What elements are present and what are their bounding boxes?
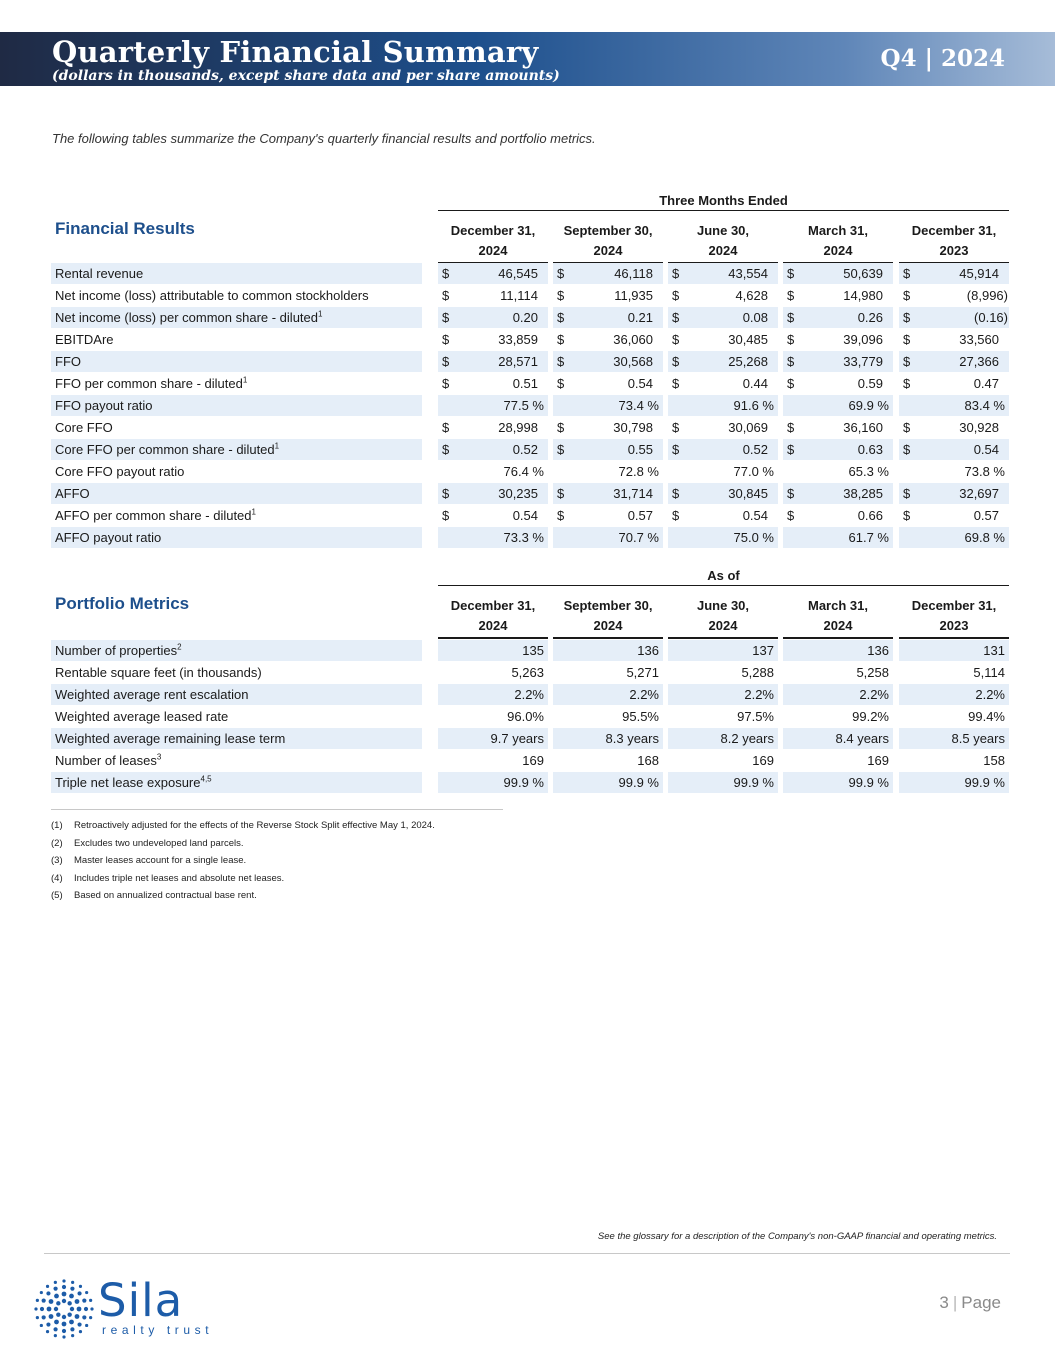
footnote-text: Retroactively adjusted for the effects of the Reverse Stock Split effective May 1, 2024. (74, 820, 435, 831)
row-label-text: AFFO per common share - diluted (55, 508, 252, 523)
table-cell: 99.9 % (503, 775, 544, 790)
group-label: As of (438, 568, 1009, 586)
quarter-value: Q4 (880, 45, 917, 72)
column-header-year: 2024 (823, 243, 853, 258)
table-row (51, 662, 1009, 684)
table-row (51, 351, 1009, 373)
table-row (51, 461, 1009, 483)
column-header-date: September 30, (563, 223, 653, 238)
column-header-date: June 30, (696, 598, 750, 613)
table-row (51, 373, 1009, 395)
table-cell: 97.5% (737, 709, 774, 724)
currency-symbol: $ (557, 420, 565, 435)
table-row (51, 505, 1009, 527)
footnote-text: Includes triple net leases and absolute net leases. (74, 872, 285, 884)
row-label (55, 731, 285, 746)
table-cell: 73.8 % (964, 464, 1005, 479)
table-cell: 33,560 (959, 332, 999, 347)
table-cell: 65.3 % (848, 464, 889, 479)
table-row (51, 684, 1009, 706)
table-cell: 0.20 (512, 310, 538, 325)
column-header-date: December 31, (911, 598, 997, 613)
table-cell: 99.4% (968, 709, 1005, 724)
row-label-text: Weighted average leased rate (55, 709, 229, 724)
table-cell: 77.5 % (503, 398, 544, 413)
currency-symbol: $ (903, 332, 911, 347)
table-cell: 43,554 (728, 266, 768, 281)
row-label (55, 376, 247, 391)
currency-symbol: $ (672, 376, 680, 391)
currency-symbol: $ (903, 354, 911, 369)
footnote-divider (51, 809, 503, 810)
row-label-text: Number of properties (55, 643, 178, 658)
table-cell: 0.54 (973, 442, 999, 457)
table-cell: 137 (752, 643, 774, 658)
currency-symbol: $ (903, 376, 911, 391)
table-cell: 33,859 (498, 332, 538, 347)
table-cell: 0.57 (973, 508, 999, 523)
company-logo (32, 1274, 222, 1341)
table-cell: 131 (983, 643, 1005, 658)
currency-symbol: $ (672, 420, 680, 435)
table-row (51, 483, 1009, 505)
row-label (55, 310, 322, 325)
table-cell: 0.51 (512, 376, 538, 391)
column-header (783, 221, 893, 264)
table-cell: 30,069 (728, 420, 768, 435)
row-label-text: FFO per common share - diluted (55, 376, 243, 391)
table-cell: 2.2% (975, 687, 1005, 702)
row-label (55, 687, 248, 702)
table-cell: 5,114 (973, 665, 1005, 680)
currency-symbol: $ (442, 508, 450, 523)
currency-symbol: $ (903, 508, 911, 523)
column-header-year: 2023 (939, 243, 969, 258)
table-cell: 0.63 (857, 442, 883, 457)
table-cell: 30,235 (498, 486, 538, 501)
currency-symbol: $ (442, 486, 450, 501)
table-row (51, 329, 1009, 351)
table-cell: 30,485 (728, 332, 768, 347)
footnote-marker: 1 (242, 375, 248, 385)
column-header-year: 2024 (478, 618, 508, 633)
table-cell: 0.54 (742, 508, 768, 523)
table-cell: 0.26 (857, 310, 883, 325)
row-label-text: Core FFO payout ratio (55, 464, 185, 479)
currency-symbol: $ (672, 266, 680, 281)
currency-symbol: $ (787, 310, 795, 325)
table-cell: 169 (867, 753, 889, 768)
column-header-date: December 31, (450, 598, 536, 613)
currency-symbol: $ (672, 332, 680, 347)
currency-symbol: $ (557, 376, 565, 391)
table-cell: 5,288 (741, 665, 774, 680)
section-title: Portfolio Metrics (55, 594, 190, 613)
row-label (55, 442, 279, 457)
table-cell: 8.4 years (835, 731, 889, 746)
currency-symbol: $ (557, 354, 565, 369)
row-label (55, 332, 114, 347)
table-cell: 30,928 (959, 420, 999, 435)
table-cell: 158 (983, 753, 1005, 768)
section-title: Financial Results (55, 219, 195, 238)
table-cell: 27,366 (959, 354, 999, 369)
table-cell: (0.16) (974, 310, 1008, 325)
table-cell: 0.44 (742, 376, 768, 391)
table-cell: 0.21 (627, 310, 653, 325)
footnote-number: (2) (51, 837, 63, 849)
table-cell: 91.6 % (733, 398, 774, 413)
currency-symbol: $ (787, 376, 795, 391)
page-label: Page (961, 1293, 1001, 1312)
currency-symbol: $ (787, 442, 795, 457)
column-header-year: 2024 (708, 618, 738, 633)
currency-symbol: $ (557, 508, 565, 523)
quarter-label: Q4 | 2024 (880, 45, 1005, 72)
row-label-text: FFO payout ratio (55, 398, 153, 413)
currency-symbol: $ (672, 442, 680, 457)
row-label (55, 665, 262, 680)
table-cell: 136 (867, 643, 889, 658)
group-label: Three Months Ended (438, 193, 1009, 211)
table-cell: 136 (637, 643, 659, 658)
row-label-text: AFFO (55, 486, 90, 501)
footnote-number: (1) (51, 820, 63, 831)
currency-symbol: $ (557, 266, 565, 281)
table-cell: 31,714 (613, 486, 653, 501)
table-row (51, 263, 1009, 285)
row-label (55, 643, 182, 658)
table-cell: 39,096 (843, 332, 883, 347)
table-cell: 95.5% (622, 709, 659, 724)
footer-divider (44, 1253, 1010, 1254)
row-label (55, 709, 228, 724)
table-cell: 36,160 (843, 420, 883, 435)
table-cell: 0.54 (512, 508, 538, 523)
table-cell: 46,118 (614, 266, 653, 281)
row-label (55, 266, 143, 281)
row-label-text: Core FFO (55, 420, 113, 435)
currency-symbol: $ (672, 486, 680, 501)
table-cell: 135 (522, 643, 544, 658)
table-cell: 11,114 (500, 288, 538, 303)
table-row (51, 750, 1009, 772)
currency-symbol: $ (442, 442, 450, 457)
table-cell: 0.59 (857, 376, 883, 391)
currency-symbol: $ (787, 332, 795, 347)
currency-symbol: $ (672, 288, 680, 303)
currency-symbol: $ (442, 420, 450, 435)
row-label (55, 398, 153, 413)
currency-symbol: $ (442, 310, 450, 325)
table-cell: 30,568 (613, 354, 653, 369)
table-row (51, 307, 1009, 329)
column-header-date: December 31, (450, 223, 536, 238)
row-label-text: AFFO payout ratio (55, 530, 162, 545)
column-header (553, 596, 663, 639)
table-row (51, 640, 1009, 662)
table-cell: 38,285 (843, 486, 883, 501)
table-cell: 33,779 (843, 354, 883, 369)
table-cell: 2.2% (629, 687, 659, 702)
logo-burst-icon (32, 1277, 96, 1341)
table-cell: 36,060 (613, 332, 653, 347)
table-cell: 69.9 % (848, 398, 889, 413)
table-cell: 28,998 (498, 420, 538, 435)
row-label-text: Net income (loss) attributable to common stockholders (55, 288, 369, 303)
page-number: 3 | Page (939, 1293, 1001, 1312)
column-header (553, 221, 663, 264)
table-cell: 76.4 % (503, 464, 544, 479)
currency-symbol: $ (903, 266, 911, 281)
row-label (55, 486, 90, 501)
page-subtitle: (dollars in thousands, except share data and per share amounts) (52, 68, 560, 84)
column-header (438, 221, 548, 264)
column-header-year: 2024 (593, 243, 623, 258)
currency-symbol: $ (442, 288, 450, 303)
row-label-text: Rental revenue (55, 266, 144, 281)
column-header (783, 596, 893, 639)
column-header-date: December 31, (911, 223, 997, 238)
table-row (51, 728, 1009, 750)
table-cell: 73.3 % (503, 530, 544, 545)
currency-symbol: $ (672, 508, 680, 523)
table-cell: 0.66 (857, 508, 883, 523)
row-label-text: Number of leases (55, 753, 157, 768)
table-cell: 0.47 (973, 376, 999, 391)
footnote-marker: 2 (177, 642, 182, 652)
table-cell: 0.08 (742, 310, 768, 325)
footnote-text: Master leases account for a single lease. (74, 855, 247, 866)
footnote-number: (4) (51, 872, 63, 884)
table-row (51, 439, 1009, 461)
table-cell: 46,545 (498, 266, 538, 281)
currency-symbol: $ (787, 354, 795, 369)
table-cell: 99.9 % (618, 775, 659, 790)
currency-symbol: $ (787, 420, 795, 435)
table-cell: 30,798 (613, 420, 653, 435)
column-header-date: March 31, (808, 223, 868, 238)
currency-symbol: $ (442, 376, 450, 391)
currency-symbol: $ (442, 332, 450, 347)
table-cell: 0.55 (627, 442, 653, 457)
footnote-marker: 3 (156, 752, 162, 762)
row-label (55, 288, 369, 303)
currency-symbol: $ (903, 310, 911, 325)
currency-symbol: $ (557, 486, 565, 501)
table-cell: 61.7 % (848, 530, 889, 545)
intro-text: The following tables summarize the Company's quarterly financial results and portfolio metrics. (52, 131, 596, 146)
row-label (55, 508, 256, 523)
table-cell: 14,980 (843, 288, 883, 303)
currency-symbol: $ (442, 266, 450, 281)
table-row (51, 417, 1009, 439)
footnote-text: Excludes two undeveloped land parcels. (74, 837, 244, 849)
currency-symbol: $ (903, 442, 911, 457)
row-label-text: Weighted average rent escalation (55, 687, 249, 702)
table-cell: 99.2% (852, 709, 889, 724)
currency-symbol: $ (787, 288, 795, 303)
currency-symbol: $ (672, 310, 680, 325)
table-cell: 72.8 % (618, 464, 659, 479)
row-label (55, 464, 184, 479)
table-cell: 45,914 (959, 266, 999, 281)
table-cell: 2.2% (514, 687, 544, 702)
table-row (51, 772, 1009, 794)
currency-symbol: $ (557, 310, 565, 325)
table-cell: 75.0 % (733, 530, 774, 545)
table-row (51, 285, 1009, 307)
currency-symbol: $ (903, 288, 911, 303)
footnote-text: Based on annualized contractual base rent. (74, 890, 257, 901)
table-cell: 99.9 % (848, 775, 889, 790)
table-cell: 28,571 (498, 354, 538, 369)
table-cell: 77.0 % (733, 464, 774, 479)
footnote-number: (5) (51, 890, 63, 901)
table-cell: 30,845 (728, 486, 768, 501)
table-cell: 0.54 (627, 376, 653, 391)
row-label (55, 530, 161, 545)
row-label-text: EBITDAre (55, 332, 114, 347)
table-cell: 99.9 % (733, 775, 774, 790)
row-label-text: Net income (loss) per common share - diluted (55, 310, 318, 325)
footnote-marker: 1 (274, 441, 280, 451)
table-cell: 99.9 % (964, 775, 1005, 790)
table-cell: 96.0% (507, 709, 544, 724)
table-cell: 73.4 % (618, 398, 659, 413)
table-cell: 2.2% (744, 687, 774, 702)
table-cell: 5,263 (511, 665, 544, 680)
table-cell: (8,996) (966, 288, 1008, 303)
row-label-text: Rentable square feet (in thousands) (55, 665, 262, 680)
footnote-marker: 1 (251, 507, 256, 517)
column-header (899, 596, 1009, 639)
glossary-note: See the glossary for a description of the Company's non-GAAP financial and operating metrics. (597, 1231, 997, 1242)
currency-symbol: $ (787, 508, 795, 523)
currency-symbol: $ (442, 354, 450, 369)
column-header-date: September 30, (563, 598, 653, 613)
table-cell: 5,258 (856, 665, 889, 680)
currency-symbol: $ (557, 442, 565, 457)
row-label (55, 354, 81, 369)
table-cell: 8.5 years (951, 731, 1005, 746)
table-cell: 0.52 (512, 442, 538, 457)
table-cell: 32,697 (959, 486, 999, 501)
table-cell: 8.3 years (605, 731, 659, 746)
column-header (668, 596, 778, 639)
table-cell: 50,639 (843, 266, 883, 281)
table-cell: 25,268 (728, 354, 768, 369)
logo-tagline: realty trust (102, 1323, 214, 1337)
column-header-year: 2024 (478, 243, 508, 258)
table-cell: 0.57 (627, 508, 653, 523)
row-label-text: Triple net lease exposure (55, 775, 201, 790)
currency-symbol: $ (787, 486, 795, 501)
currency-symbol: $ (557, 332, 565, 347)
column-header-year: 2023 (939, 618, 969, 633)
table-cell: 11,935 (614, 288, 653, 303)
currency-symbol: $ (903, 486, 911, 501)
table-cell: 169 (522, 753, 544, 768)
footnote-marker: 1 (318, 309, 323, 319)
table-cell: 83.4 % (964, 398, 1005, 413)
page-title: Quarterly Financial Summary (52, 35, 539, 69)
table-row (51, 706, 1009, 728)
table-cell: 9.7 years (490, 731, 544, 746)
table-cell: 0.52 (742, 442, 768, 457)
column-header (438, 596, 548, 639)
row-label (55, 420, 113, 435)
table-cell: 70.7 % (618, 530, 659, 545)
row-label (55, 753, 161, 768)
table-cell: 69.8 % (964, 530, 1005, 545)
table-cell: 5,271 (626, 665, 659, 680)
footnote-number: (3) (51, 855, 63, 866)
table-row (51, 395, 1009, 417)
table-cell: 2.2% (859, 687, 889, 702)
column-header-date: March 31, (808, 598, 868, 613)
column-header-date: June 30, (696, 223, 750, 238)
row-label (55, 775, 212, 790)
table-row (51, 527, 1009, 549)
column-header (899, 221, 1009, 264)
table-cell: 4,628 (735, 288, 768, 303)
table-cell: 169 (752, 753, 774, 768)
row-label-text: FFO (55, 354, 81, 369)
column-header-year: 2024 (823, 618, 853, 633)
row-label-text: Core FFO per common share - diluted (55, 442, 275, 457)
currency-symbol: $ (787, 266, 795, 281)
table-cell: 168 (637, 753, 659, 768)
column-header-year: 2024 (593, 618, 623, 633)
page-number-value: 3 (939, 1293, 949, 1312)
table-cell: 8.2 years (720, 731, 774, 746)
currency-symbol: $ (672, 354, 680, 369)
currency-symbol: $ (557, 288, 565, 303)
currency-symbol: $ (903, 420, 911, 435)
logo-name: Sila (98, 1274, 184, 1327)
column-header (668, 221, 778, 264)
footnote-marker: 4,5 (200, 774, 212, 784)
column-header-year: 2024 (708, 243, 738, 258)
year-value: 2024 (940, 45, 1005, 72)
row-label-text: Weighted average remaining lease term (55, 731, 286, 746)
